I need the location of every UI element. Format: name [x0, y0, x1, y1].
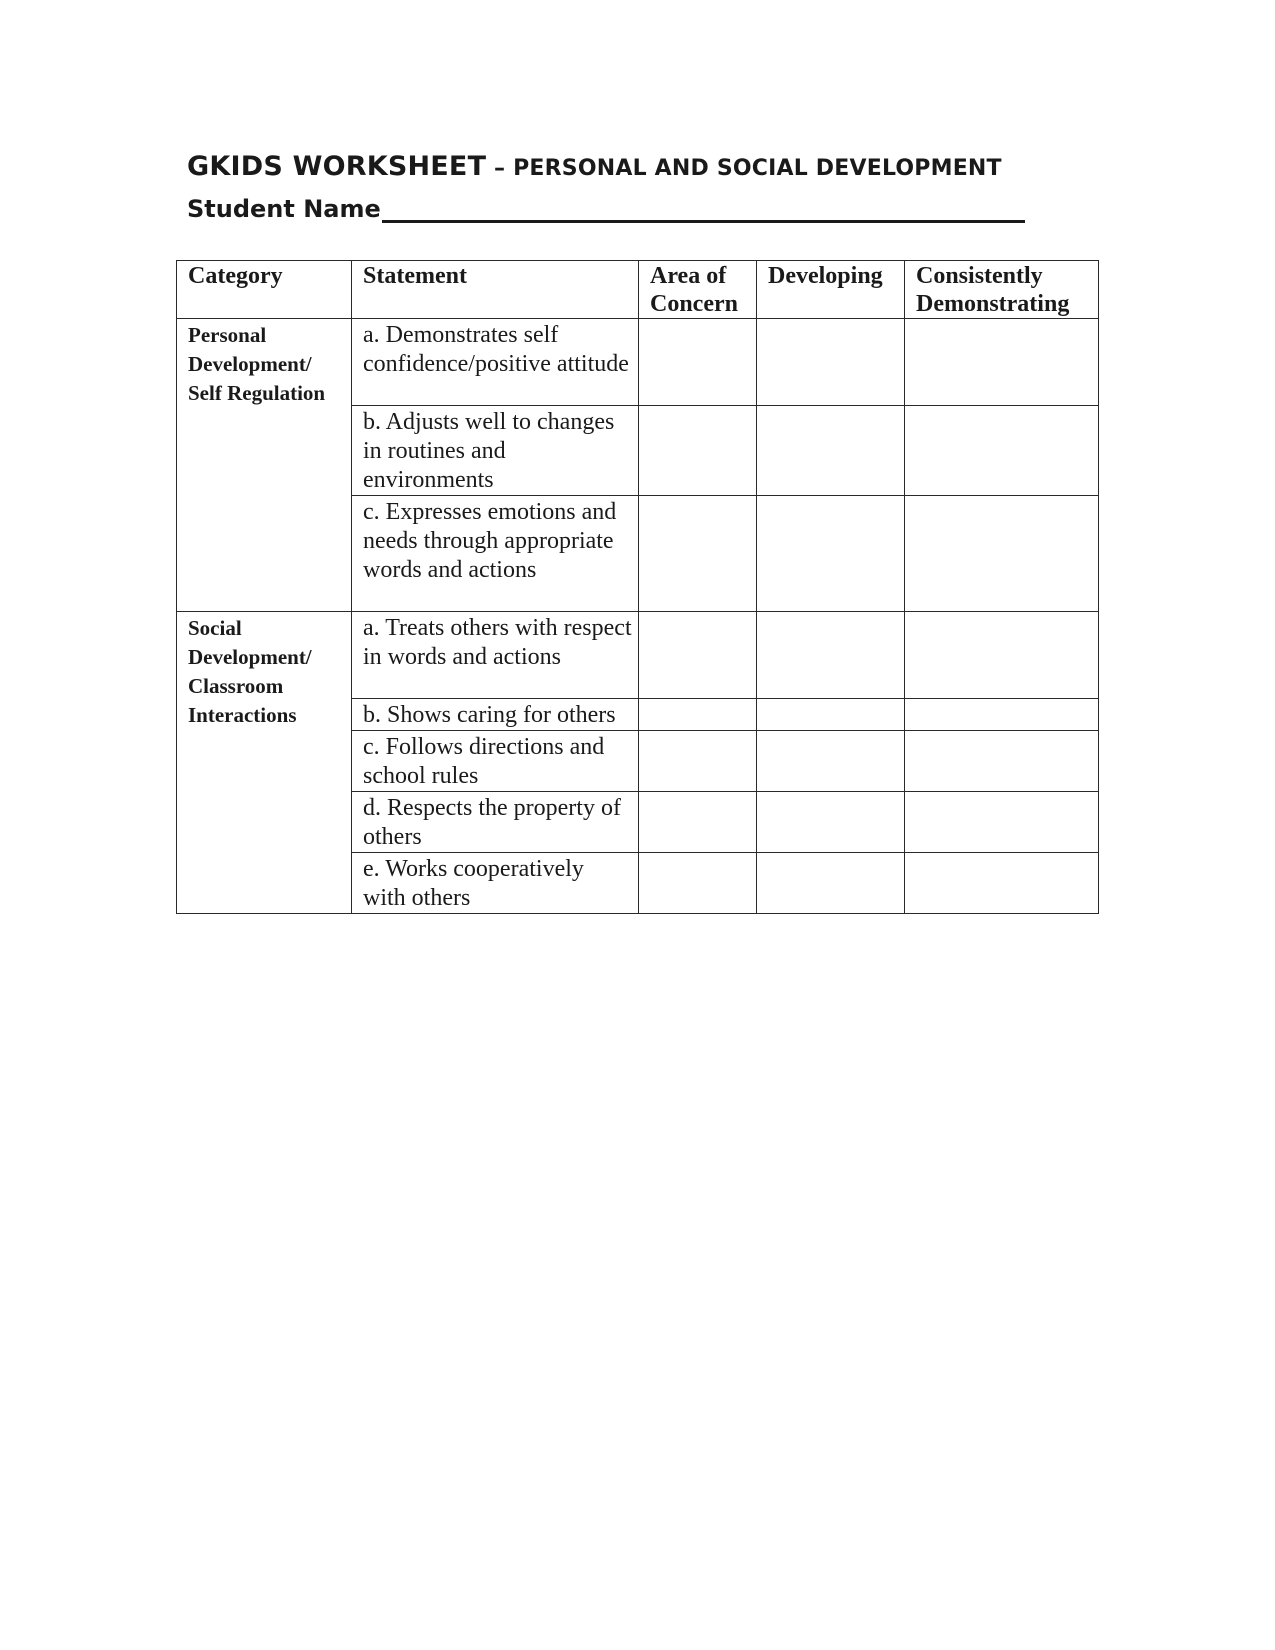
table-row	[177, 319, 1099, 406]
consistently-demonstrating-cell[interactable]	[905, 699, 1099, 731]
category-cell: Personal Development/ Self Regulation	[177, 319, 352, 612]
developing-cell[interactable]	[757, 612, 905, 699]
worksheet-title-subject: PERSONAL AND SOCIAL DEVELOPMENT	[513, 156, 1002, 181]
consistently-demonstrating-cell[interactable]	[905, 496, 1099, 612]
student-name-row	[187, 195, 1025, 223]
column-header-consistently-demonstrating: Consistently Demonstrating	[905, 261, 1099, 319]
student-name-label: Student Name	[187, 195, 381, 223]
statement-cell: c. Follows directions and school rules	[352, 731, 639, 792]
area-of-concern-cell[interactable]	[639, 853, 757, 914]
consistently-demonstrating-cell[interactable]	[905, 853, 1099, 914]
statement-cell: a. Demonstrates self confidence/positive attitude	[352, 319, 639, 406]
area-of-concern-cell[interactable]	[639, 406, 757, 496]
developing-cell[interactable]	[757, 319, 905, 406]
statement-cell: d. Respects the property of others	[352, 792, 639, 853]
column-header-area-of-concern: Area of Concern	[639, 261, 757, 319]
area-of-concern-cell[interactable]	[639, 612, 757, 699]
consistently-demonstrating-cell[interactable]	[905, 612, 1099, 699]
consistently-demonstrating-cell[interactable]	[905, 792, 1099, 853]
area-of-concern-cell[interactable]	[639, 792, 757, 853]
developing-cell[interactable]	[757, 496, 905, 612]
statement-cell: b. Adjusts well to changes in routines and environments	[352, 406, 639, 496]
worksheet-title	[187, 151, 1002, 182]
area-of-concern-cell[interactable]	[639, 731, 757, 792]
statement-cell: a. Treats others with respect in words and actions	[352, 612, 639, 699]
assessment-table	[176, 260, 1099, 914]
developing-cell[interactable]	[757, 699, 905, 731]
developing-cell[interactable]	[757, 853, 905, 914]
statement-cell: c. Expresses emotions and needs through appropriate words and actions	[352, 496, 639, 612]
consistently-demonstrating-cell[interactable]	[905, 319, 1099, 406]
table-row	[177, 612, 1099, 699]
consistently-demonstrating-cell[interactable]	[905, 406, 1099, 496]
student-name-field[interactable]	[382, 196, 1025, 223]
consistently-demonstrating-cell[interactable]	[905, 731, 1099, 792]
column-header-statement: Statement	[352, 261, 639, 319]
developing-cell[interactable]	[757, 406, 905, 496]
worksheet-title-dash: –	[486, 156, 514, 181]
worksheet-title-main: GKIDS WORKSHEET	[187, 151, 487, 182]
table-header-row	[177, 261, 1099, 319]
developing-cell[interactable]	[757, 792, 905, 853]
area-of-concern-cell[interactable]	[639, 319, 757, 406]
column-header-developing: Developing	[757, 261, 905, 319]
category-cell: Social Development/ Classroom Interactions	[177, 612, 352, 914]
column-header-category: Category	[177, 261, 352, 319]
area-of-concern-cell[interactable]	[639, 699, 757, 731]
developing-cell[interactable]	[757, 731, 905, 792]
statement-cell: b. Shows caring for others	[352, 699, 639, 731]
statement-cell: e. Works cooperatively with others	[352, 853, 639, 914]
area-of-concern-cell[interactable]	[639, 496, 757, 612]
